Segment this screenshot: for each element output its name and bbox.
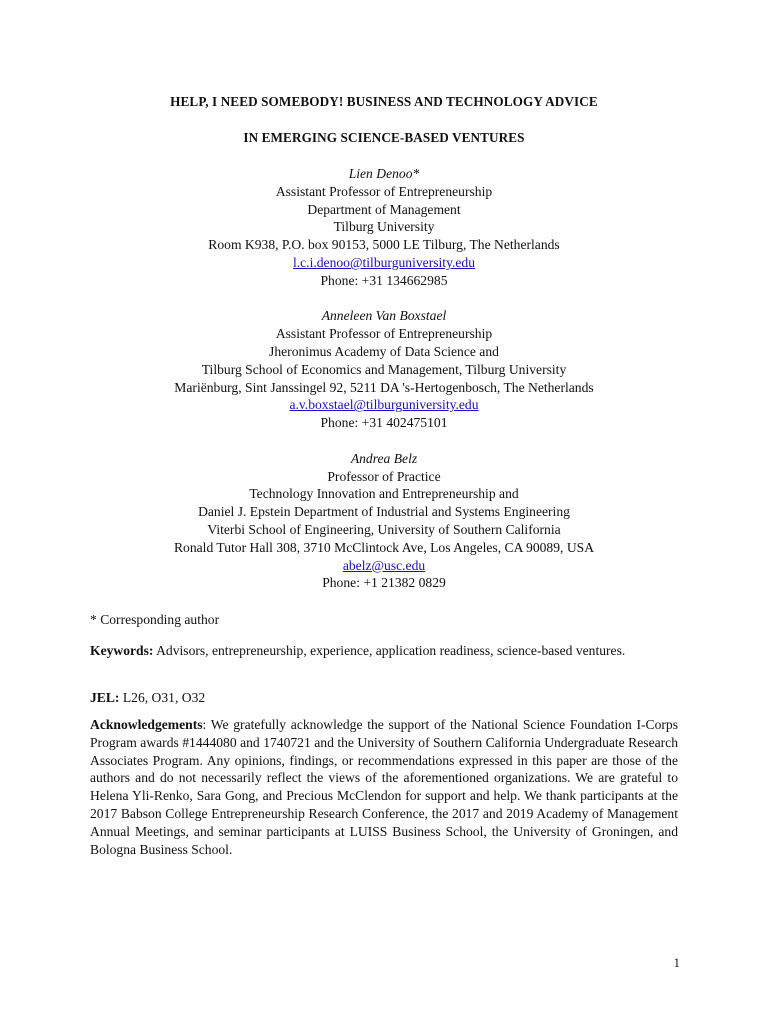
page-number: 1 — [673, 955, 680, 970]
author-name: Lien Denoo* — [348, 166, 420, 181]
author-affiliation-line: Daniel J. Epstein Department of Industrial and Systems Engineering — [198, 504, 570, 520]
keywords-text: Advisors, entrepreneurship, experience, application readiness, science-based ventures. — [153, 643, 626, 658]
paper-title-line-1: HELP, I NEED SOMEBODY! BUSINESS AND TECHNOLOGY ADVICE — [170, 94, 598, 109]
acknowledgements-paragraph — [90, 716, 678, 858]
paper-title-line-2: IN EMERGING SCIENCE-BASED VENTURES — [243, 130, 525, 145]
author-email-link[interactable]: abelz@usc.edu — [342, 557, 426, 573]
author-phone: Phone: +31 402475101 — [320, 415, 448, 431]
acknowledgements-text: : We gratefully acknowledge the support of the National Science Foundation I-Corps Program awards #1444080 and 1740721 and the University of Southern California Undergraduate Research Associates Program. Any opinions, findings, or recommendations expressed in this paper are those of the authors and do not necessarily reflect the views of the aforementioned organizations. We are grateful to Helena Yli-Renko, Sara Gong, and Precious McClendon for support and help. We thank participants at the 2017 Babson College Entrepreneurship Research Conference, the 2017 and 2019 Academy of Management Annual Meetings, and seminar participants at LUISS Business School, the University of Groningen, and Bologna Business School. — [90, 717, 678, 857]
author-affiliation-line: Viterbi School of Engineering, University of Southern California — [207, 521, 561, 537]
acknowledgements-label: Acknowledgements — [90, 717, 203, 732]
author-affiliation-line: Tilburg School of Economics and Management, Tilburg University — [201, 361, 567, 377]
author-affiliation-line: Mariënburg, Sint Janssingel 92, 5211 DA 's-Hertogenbosch, The Netherlands — [174, 379, 594, 395]
keywords-paragraph — [90, 642, 650, 660]
author-affiliation-line: Jheronimus Academy of Data Science and — [269, 343, 499, 359]
jel-label: JEL: — [90, 690, 120, 705]
author-affiliation-line: Department of Management — [307, 201, 461, 217]
author-affiliation-line: Tilburg University — [333, 219, 435, 235]
jel-text: L26, O31, O32 — [119, 690, 206, 705]
author-name: Andrea Belz — [350, 450, 418, 466]
author-block — [0, 450, 768, 592]
author-affiliation-line: Professor of Practice — [327, 468, 441, 484]
author-list — [0, 165, 768, 610]
author-affiliation-line: Assistant Professor of Entrepreneurship — [275, 326, 493, 342]
author-phone: Phone: +31 134662985 — [320, 272, 448, 288]
author-affiliation-line: Room K938, P.O. box 90153, 5000 LE Tilburg, The Netherlands — [208, 237, 560, 253]
author-block — [0, 307, 768, 432]
jel-paragraph — [90, 689, 678, 707]
author-affiliation-line: Ronald Tutor Hall 308, 3710 McClintock Ave, Los Angeles, CA 90089, USA — [173, 539, 595, 555]
keywords-label: Keywords: — [90, 643, 154, 658]
author-phone: Phone: +1 21382 0829 — [322, 575, 446, 591]
author-name: Anneleen Van Boxstael — [321, 308, 447, 324]
author-affiliation-line: Technology Innovation and Entrepreneurship and — [249, 486, 519, 502]
corresponding-author-note: * Corresponding author — [90, 612, 220, 627]
author-email-link[interactable]: l.c.i.denoo@tilburguniversity.edu — [292, 254, 476, 270]
author-affiliation-line: Assistant Professor of Entrepreneurship — [275, 183, 493, 199]
author-email-link[interactable]: a.v.boxstael@tilburguniversity.edu — [289, 397, 479, 413]
author-block — [0, 165, 768, 290]
